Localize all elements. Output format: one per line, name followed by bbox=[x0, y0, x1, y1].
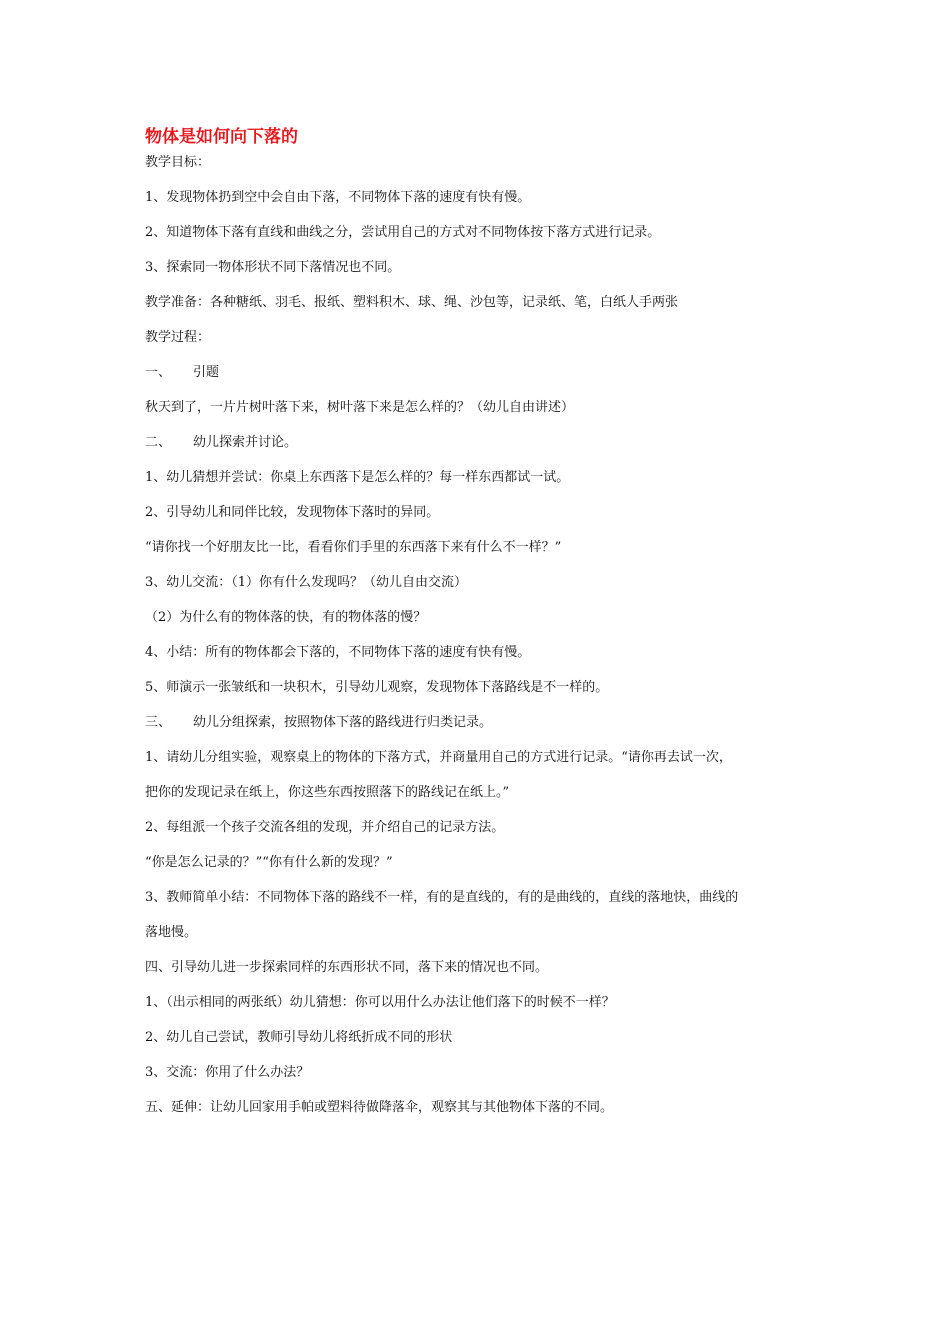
section-title: 引题 bbox=[193, 365, 220, 380]
section-heading bbox=[145, 713, 815, 732]
section-title: 幼儿探索并讨论。 bbox=[193, 435, 298, 450]
paragraph: 2、引导幼儿和同伴比较，发现物体下落时的异同。 bbox=[145, 505, 440, 520]
section-heading bbox=[145, 363, 815, 382]
paragraph: （2）为什么有的物体落的快，有的物体落的慢？ bbox=[145, 610, 427, 625]
paragraph: 3、教师简单小结：不同物体下落的路线不一样，有的是直线的，有的是曲线的，直线的落地快，曲线的 bbox=[145, 890, 739, 905]
goal-item: 1、发现物体扔到空中会自由下落，不同物体下落的速度有快有慢。 bbox=[145, 190, 531, 205]
section-heading: 四、引导幼儿进一步探索同样的东西形状不同，落下来的情况也不同。 bbox=[145, 960, 549, 975]
section-number: 二、 bbox=[145, 435, 172, 450]
paragraph: 2、幼儿自己尝试，教师引导幼儿将纸折成不同的形状 bbox=[145, 1030, 453, 1045]
paragraph: “你是怎么记录的？”“你有什么新的发现？” bbox=[145, 855, 393, 870]
paragraph-continuation: 把你的发现记录在纸上，你这些东西按照落下的路线记在纸上。” bbox=[145, 785, 510, 800]
paragraph: 1、幼儿猜想并尝试：你桌上东西落下是怎么样的？每一样东西都试一试。 bbox=[145, 470, 570, 485]
paragraph: 4、小结：所有的物体都会下落的，不同物体下落的速度有快有慢。 bbox=[145, 645, 531, 660]
document-page bbox=[145, 124, 815, 1133]
paragraph: 2、每组派一个孩子交流各组的发现，并介绍自己的记录方法。 bbox=[145, 820, 505, 835]
paragraph: 1、（出示相同的两张纸）幼儿猜想：你可以用什么办法让他们落下的时候不一样？ bbox=[145, 995, 615, 1010]
paragraph: 5、师演示一张皱纸和一块积木，引导幼儿观察，发现物体下落路线是不一样的。 bbox=[145, 680, 609, 695]
paragraph: 秋天到了，一片片树叶落下来，树叶落下来是怎么样的？（幼儿自由讲述） bbox=[145, 400, 575, 415]
goal-item: 2、知道物体下落有直线和曲线之分，尝试用自己的方式对不同物体按下落方式进行记录。 bbox=[145, 225, 661, 240]
goal-item: 3、探索同一物体形状不同下落情况也不同。 bbox=[145, 260, 401, 275]
paragraph: 1、请幼儿分组实验，观察桌上的物体的下落方式，并商量用自己的方式进行记录。“请你再去试一次， bbox=[145, 750, 732, 765]
paragraph: 3、交流：你用了什么办法？ bbox=[145, 1065, 310, 1080]
section-heading bbox=[145, 433, 815, 452]
section-heading: 五、延伸：让幼儿回家用手帕或塑料待做降落伞，观察其与其他物体下落的不同。 bbox=[145, 1100, 614, 1115]
process-label: 教学过程： bbox=[145, 330, 211, 345]
goals-label: 教学目标： bbox=[145, 155, 211, 170]
paragraph: 3、幼儿交流：（1）你有什么发现吗？（幼儿自由交流） bbox=[145, 575, 468, 590]
section-number: 三、 bbox=[145, 715, 172, 730]
paragraph-continuation: 落地慢。 bbox=[145, 925, 198, 940]
paragraph: “请你找一个好朋友比一比，看看你们手里的东西落下来有什么不一样？” bbox=[145, 540, 562, 555]
section-title: 幼儿分组探索，按照物体下落的路线进行归类记录。 bbox=[193, 715, 493, 730]
document-title: 物体是如何向下落的 bbox=[145, 127, 298, 147]
section-number: 一、 bbox=[145, 365, 172, 380]
preparation-text: 教学准备：各种糖纸、羽毛、报纸、塑料积木、球、绳、沙包等，记录纸、笔，白纸人手两张 bbox=[145, 295, 679, 310]
